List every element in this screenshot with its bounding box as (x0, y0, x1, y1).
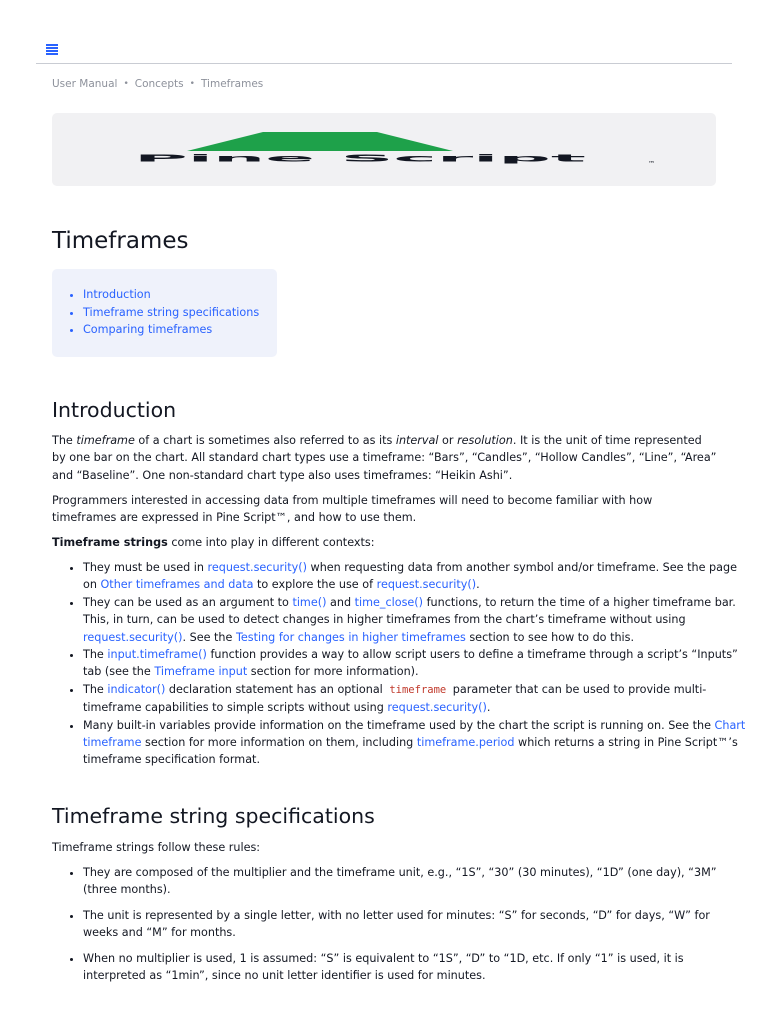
link-request-security[interactable]: request.security() (376, 578, 477, 592)
list-item: • They are composed of the multiplier and the timeframe unit, e.g., “1S”, “30” (30 minutes), “1D” (one day), “3M” (three months). (83, 864, 748, 899)
link-request-security[interactable]: request.security() (387, 701, 487, 715)
link-request-security[interactable]: request.security() (83, 630, 183, 644)
breadcrumb-separator-icon: • (123, 79, 129, 89)
list-item: • When no multiplier is used, 1 is assumed: “S” is equivalent to “1S”, “D” to “1D, etc. If only “1” is used, it is interpreted as “1min”, since no unit letter identifier is used for minutes. (83, 950, 748, 985)
text-run: The (52, 434, 77, 447)
text-run: parameter that can be used to provide multi-timeframe capabilities to simple scripts without using (83, 682, 707, 715)
text-run: to explore the use of (253, 578, 377, 592)
text-run: of a chart is sometimes also referred to as its (134, 434, 396, 447)
pine-script-logo-banner (52, 113, 716, 186)
text-run: which returns a string in Pine Script™’s timeframe specification format. (83, 736, 738, 767)
table-of-contents (52, 269, 277, 357)
list-item (83, 594, 748, 646)
toc-link-introduction[interactable]: Introduction (83, 288, 151, 301)
breadcrumb-user-manual[interactable]: User Manual (52, 78, 118, 90)
text-run: . (486, 701, 491, 715)
top-bar (36, 0, 732, 64)
text-run: . It is the unit of time represented by one bar on the chart. All standard chart types use a timeframe: “Bars”, “Candles”, “Hollow Candles”, “Line”, “Area” and “Baseline”. One non-standard chart type also uses timeframes: “Heikin Ashi”. (52, 434, 717, 482)
intro-paragraph-3 (52, 534, 717, 551)
link-testing-for-changes[interactable]: Testing for changes in higher timeframes (235, 630, 466, 644)
list-item (83, 717, 748, 769)
page-title: Timeframes (52, 228, 189, 254)
text-run: The (83, 682, 108, 696)
italic-term: resolution (457, 434, 513, 447)
link-chart-timeframe[interactable]: Chart timeframe (83, 718, 746, 750)
bold-term: Timeframe strings (52, 536, 168, 549)
text-run: . (476, 578, 480, 592)
list-item (83, 681, 748, 717)
italic-term: interval (395, 434, 439, 447)
logo-wordmark: Pine Script (134, 153, 587, 165)
section-heading-introduction: Introduction (52, 398, 177, 422)
text-run: come into play in different contexts: (167, 536, 375, 549)
text-run: section for more information on them, including (141, 736, 417, 750)
text-run: section for more information). (247, 665, 419, 679)
link-input-timeframe[interactable]: input.timeframe() (107, 648, 207, 662)
toc-link-comparing-timeframes[interactable]: Comparing timeframes (83, 323, 213, 336)
toc-item (83, 304, 277, 322)
spec-bullet-list (52, 864, 748, 984)
breadcrumb-timeframes[interactable]: Timeframes (200, 78, 264, 90)
text-run: They must be used in (83, 561, 208, 574)
link-timeframe-period[interactable]: timeframe.period (416, 736, 515, 750)
hamburger-menu-icon[interactable] (46, 44, 58, 55)
text-run: . See the (182, 630, 236, 644)
section-heading-timeframe-string-specifications: Timeframe string specifications (52, 804, 375, 828)
intro-bullet-list (52, 559, 748, 769)
text-run: function provides a way to allow script users to define a timeframe through a script’s “Inputs” tab (see the (83, 648, 738, 679)
breadcrumb (52, 78, 263, 90)
breadcrumb-separator-icon: • (189, 79, 195, 89)
link-other-timeframes-and-data[interactable]: Other timeframes and data (100, 578, 254, 592)
text-run: Many built-in variables provide information on the timeframe used by the chart the script is running on. See the (83, 718, 715, 732)
intro-paragraph-1 (52, 432, 717, 484)
text-run: They can be used as an argument to (83, 595, 293, 609)
text-run: and (326, 595, 355, 609)
text-run: section to see how to do this. (465, 630, 635, 644)
list-item (83, 559, 748, 594)
list-item: • The unit is represented by a single letter, with no letter used for minutes: “S” for seconds, “D” for days, “W” for weeks and “M” for months. (83, 907, 748, 942)
spec-paragraph-1: Timeframe strings follow these rules: (52, 841, 261, 854)
breadcrumb-concepts[interactable]: Concepts (134, 78, 184, 90)
text-run: declaration statement has an optional (165, 682, 387, 696)
logo-trademark: ™ (648, 160, 655, 168)
link-indicator[interactable]: indicator() (107, 682, 166, 696)
toc-item (83, 321, 277, 339)
link-time-close[interactable]: time_close() (354, 595, 424, 609)
intro-paragraph-2: Programmers interested in accessing data from multiple timeframes will need to become familiar with how timeframes are expressed in Pine Script™, and how to use them. (52, 494, 653, 525)
inline-code-timeframe: timeframe (389, 683, 447, 696)
text-run: functions, to return the time of a higher timeframe bar. This, in turn, can be used to detect changes in higher timeframes from the chart’s timeframe without using (83, 595, 736, 627)
link-timeframe-input[interactable]: Timeframe input (154, 665, 248, 679)
text-run: when requesting data from another symbol and/or timeframe. See the page on (83, 561, 737, 592)
link-request-security[interactable]: request.security() (207, 561, 307, 574)
list-item (83, 646, 748, 681)
italic-term: timeframe (76, 434, 135, 447)
toc-item (83, 286, 277, 304)
text-run: or (438, 434, 458, 447)
link-time[interactable]: time() (292, 595, 327, 609)
logo-mountain-shape (187, 132, 453, 151)
pine-script-logo (52, 113, 716, 186)
toc-link-timeframe-string-specifications[interactable]: Timeframe string specifications (83, 305, 260, 319)
text-run: The (83, 648, 108, 662)
